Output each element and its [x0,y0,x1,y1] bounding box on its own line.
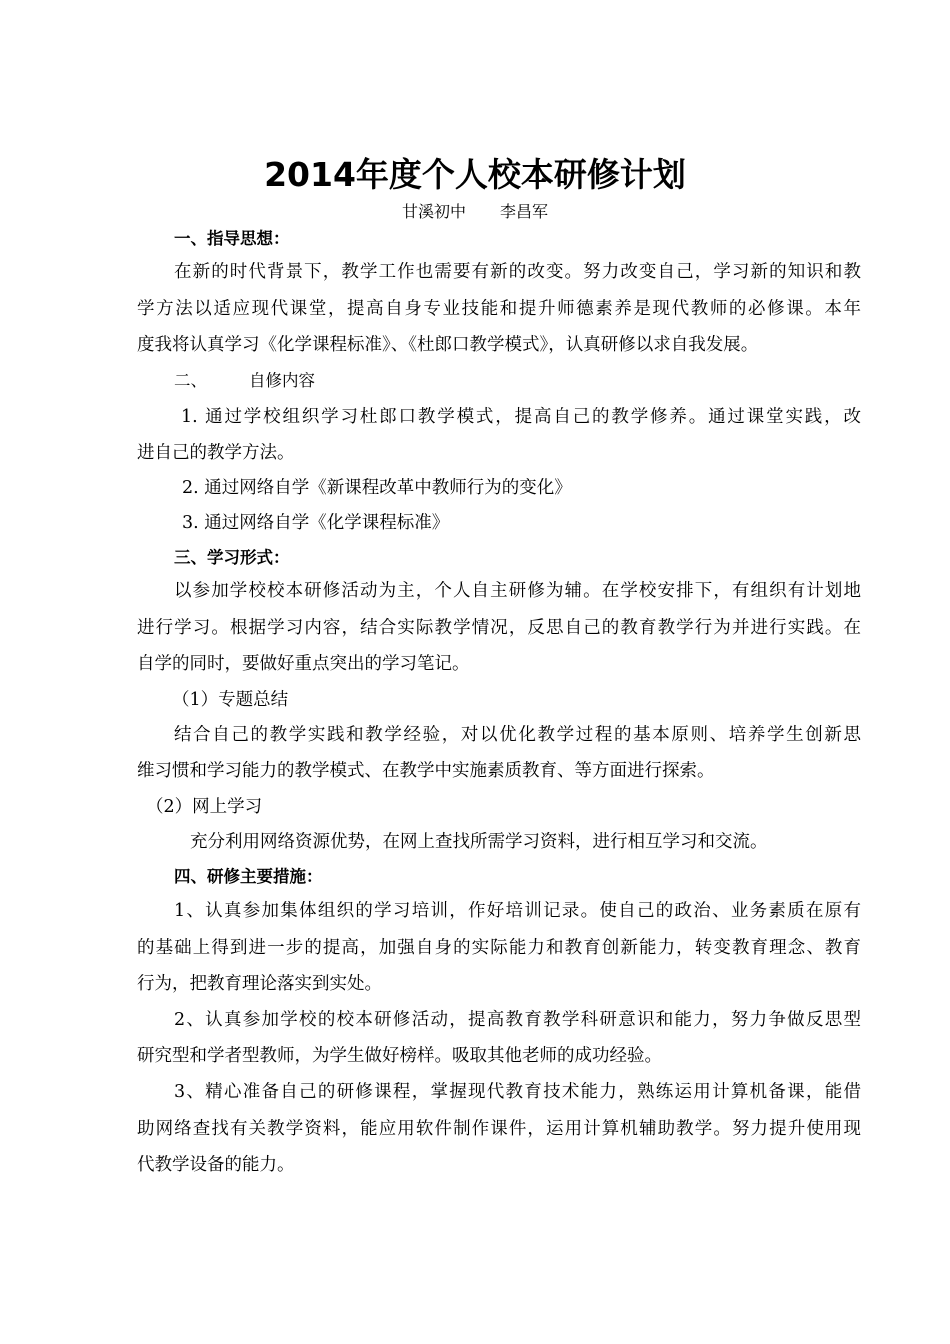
subheading: （2）网上学习 [146,797,263,817]
paragraph-line: 2、认真参加学校的校本研修活动，提高教育教学科研意识和能力，努力争做反思型 [174,1010,861,1030]
section-title: 自修内容 [249,371,315,390]
list-item-line: 进自己的教学方法。 [137,443,295,463]
author-name: 李昌军 [500,202,549,221]
paragraph-line: 研究型和学者型教师，为学生做好榜样。吸取其他老师的成功经验。 [137,1046,662,1066]
author-line [0,200,950,224]
paragraph-line: 以参加学校校本研修活动为主，个人自主研修为辅。在学校安排下，有组织有计划地 [174,581,861,601]
paragraph-line: 结合自己的教学实践和教学经验，对以优化教学过程的基本原则、培养学生创新思 [174,725,861,745]
subheading: （1）专题总结 [172,690,289,710]
section-heading-measures: 四、研修主要措施： [174,867,323,886]
paragraph-line: 进行学习。根据学习内容，结合实际教学情况，反思自己的教育教学行为并进行实践。在 [137,618,861,638]
paragraph-line: 学方法以适应现代课堂，提高自身专业技能和提升师德素养是现代教师的必修课。本年 [137,299,861,319]
paragraph-line: 在新的时代背景下，教学工作也需要有新的改变。努力改变自己，学习新的知识和教 [174,262,861,282]
document-title: 2014年度个人校本研修计划 [264,155,686,194]
list-item-line: 1. 通过学校组织学习杜郎口教学模式，提高自己的教学修养。通过课堂实践，改 [181,407,861,427]
paragraph-line: 度我将认真学习《化学课程标准》、《杜郎口教学模式》，认真研修以求自我发展。 [137,335,759,355]
author-school: 甘溪初中 [401,202,466,221]
list-item: 2. 通过网络自学《新课程改革中教师行为的变化》 [182,478,572,498]
paragraph-line: 的基础上得到进一步的提高，加强自身的实际能力和教育创新能力，转变教育理念、教育 [137,938,861,958]
paragraph-line: 3、精心准备自己的研修课程，掌握现代教育技术能力，熟练运用计算机备课，能借 [174,1082,861,1102]
section-heading-self-study [174,368,898,394]
paragraph-line: 行为，把教育理论落实到实处。 [137,974,382,994]
section-number: 二、 [174,371,207,390]
paragraph-line: 代教学设备的能力。 [137,1155,295,1175]
paragraph-line: 1、认真参加集体组织的学习培训，作好培训记录。使自己的政治、业务素质在原有 [174,901,861,921]
paragraph-line: 助网络查找有关教学资料，能应用软件制作课件，运用计算机辅助教学。努力提升使用现 [137,1119,861,1139]
section-heading-guiding-thought: 一、指导思想： [174,229,290,248]
paragraph-line: 充分利用网络资源优势，在网上查找所需学习资料，进行相互学习和交流。 [190,832,768,852]
section-heading-learning-form: 三、学习形式： [174,548,290,567]
paragraph-line: 自学的同时，要做好重点突出的学习笔记。 [137,654,470,674]
list-item: 3. 通过网络自学《化学课程标准》 [182,513,450,533]
paragraph-line: 维习惯和学习能力的教学模式、在教学中实施素质教育、等方面进行探索。 [137,761,715,781]
